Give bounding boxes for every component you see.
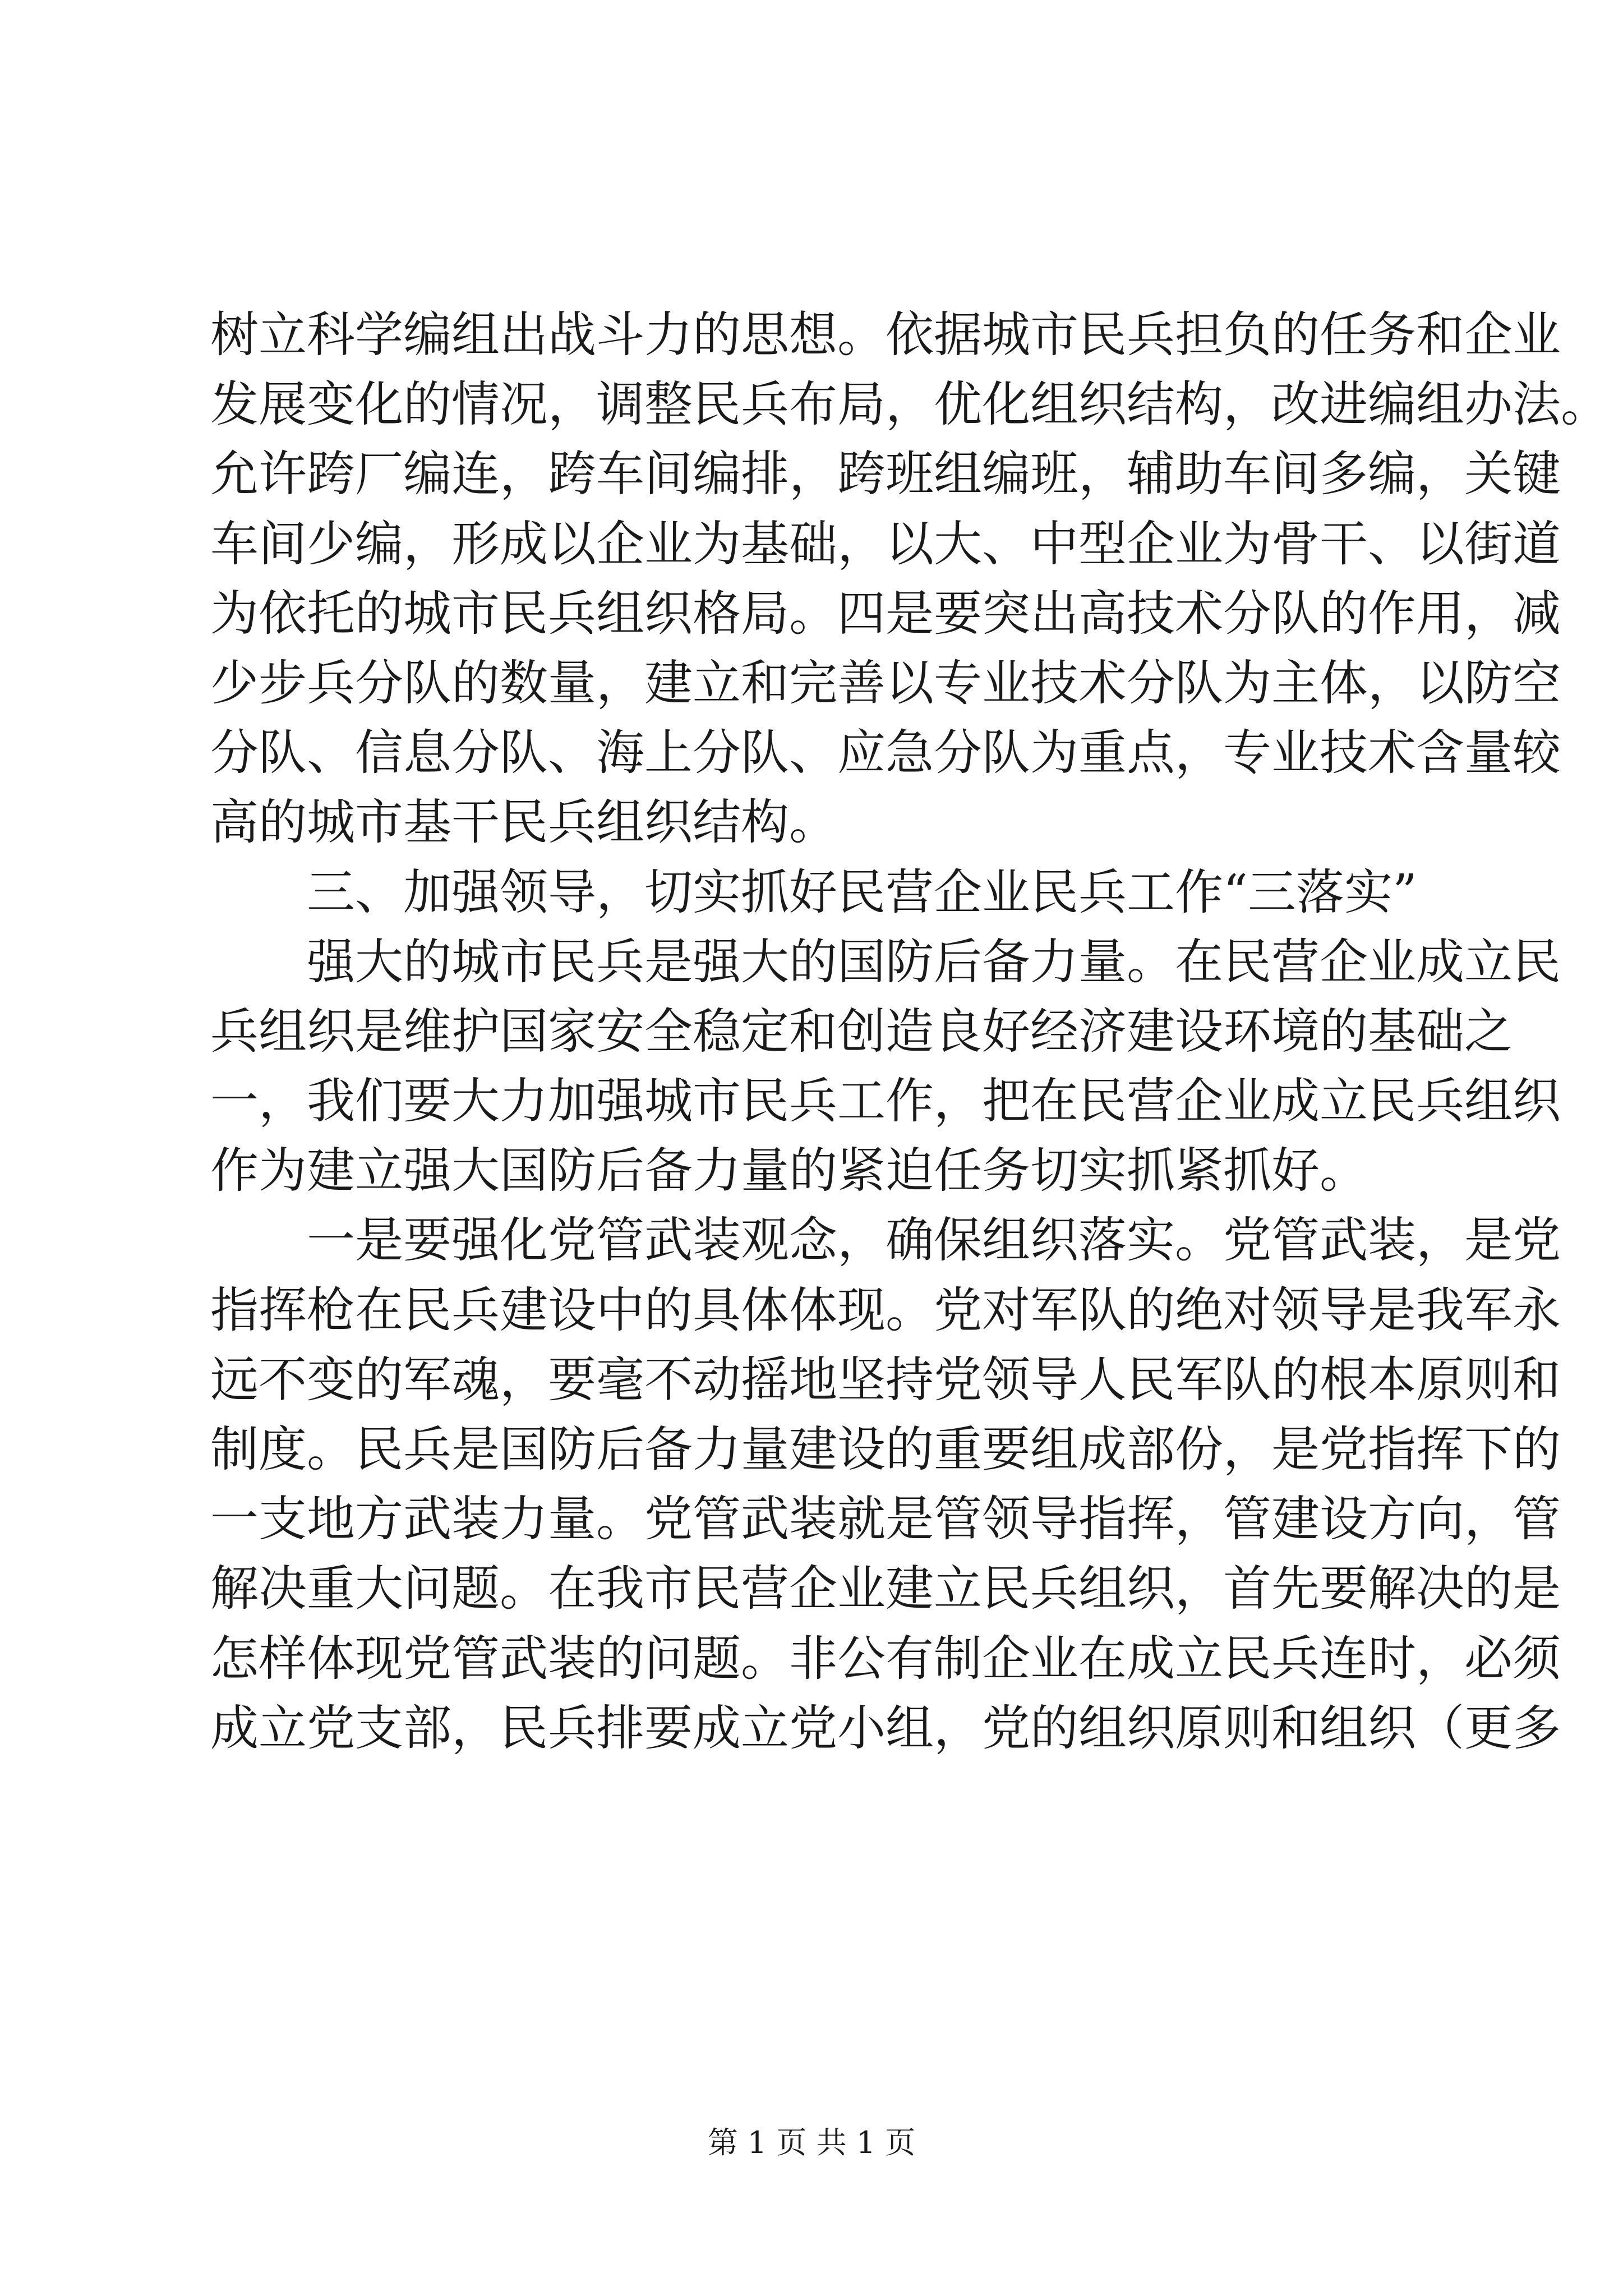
text-line: 少步兵分队的数量，建立和完善以专业技术分队为主体，以防空: [210, 655, 1561, 711]
text-line: 指挥枪在民兵建设中的具体体现。党对军队的绝对领导是我军永: [210, 1282, 1561, 1338]
page-footer: 第 1 页 共 1 页: [707, 2125, 916, 2160]
body-text: [210, 300, 1609, 1763]
text-line: 发展变化的情况，调整民兵布局，优化组织结构，改进编组办法。: [210, 376, 1609, 433]
text-line: 强大的城市民兵是强大的国防后备力量。在民营企业成立民: [210, 933, 1561, 990]
text-line: 高的城市基干民兵组织结构。: [210, 794, 837, 851]
text-line: 解决重大问题。在我市民营企业建立民兵组织，首先要解决的是: [210, 1561, 1561, 1617]
text-line: 作为建立强大国防后备力量的紧迫任务切实抓紧抓好。: [210, 1143, 1368, 1199]
text-line: 车间少编，形成以企业为基础，以大、中型企业为骨干、以街道: [210, 516, 1561, 572]
text-line: 怎样体现党管武装的问题。非公有制企业在成立民兵连时，必须: [210, 1630, 1561, 1687]
text-line: 成立党支部，民兵排要成立党小组，党的组织原则和组织（更多: [210, 1700, 1561, 1756]
text-line: 一，我们要大力加强城市民兵工作，把在民营企业成立民兵组织: [210, 1073, 1561, 1130]
section-heading: 三、加强领导，切实抓好民营企业民兵工作“三落实”: [210, 864, 1417, 921]
text-line: 为依托的城市民兵组织格局。四是要突出高技术分队的作用，减: [210, 585, 1561, 642]
text-line: 树立科学编组出战斗力的思想。依据城市民兵担负的任务和企业: [210, 307, 1561, 363]
text-line: 兵组织是维护国家安全稳定和创造良好经济建设环境的基础之: [210, 1003, 1513, 1060]
text-line: 远不变的军魂，要毫不动摇地坚持党领导人民军队的根本原则和: [210, 1351, 1561, 1408]
text-line: 允许跨厂编连，跨车间编排，跨班组编班，辅助车间多编，关键: [210, 446, 1561, 503]
text-line: 分队、信息分队、海上分队、应急分队为重点，专业技术含量较: [210, 725, 1561, 781]
text-line: 一是要强化党管武装观念，确保组织落实。党管武装，是党: [210, 1212, 1561, 1269]
text-line: 制度。民兵是国防后备力量建设的重要组成部份，是党指挥下的: [210, 1421, 1561, 1478]
text-line: 一支地方武装力量。党管武装就是管领导指挥，管建设方向，管: [210, 1491, 1561, 1548]
